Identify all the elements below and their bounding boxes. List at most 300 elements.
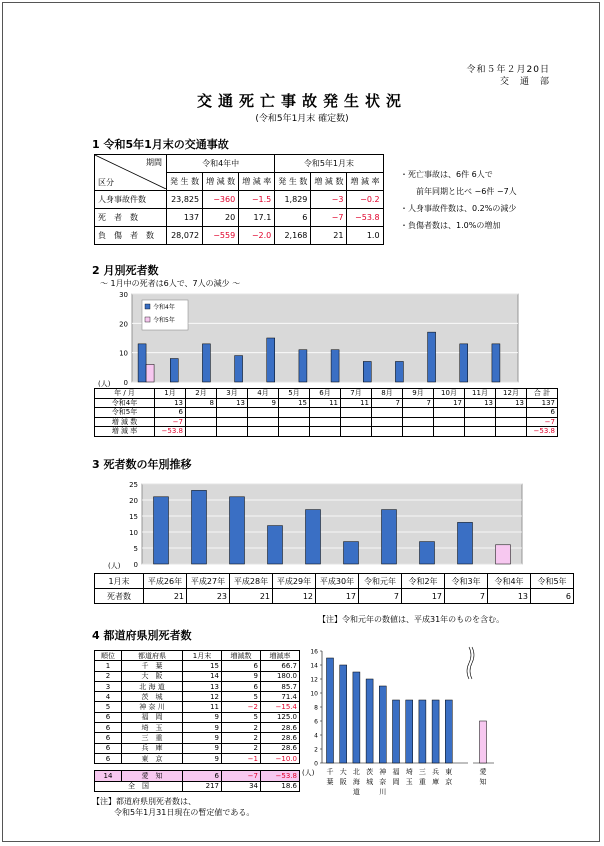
year-header: 令和3年 [445,574,488,589]
bar-year [496,545,511,564]
legend-swatch [145,304,150,309]
y-tick-label: 14 [310,662,318,670]
month-header: 11月 [465,389,496,399]
table-cell: 1.0 [347,227,383,245]
prefecture-table [94,650,300,792]
bar-r4 [235,356,243,382]
x-tick-label: 玉 [405,778,413,786]
table-cell [341,427,372,437]
table-cell: 福 岡 [122,712,183,722]
table-row [95,209,384,227]
table-cell: 6 [275,209,311,227]
month-header: 5月 [279,389,310,399]
sub-header: 増 減 数 [203,173,239,191]
table-row [95,427,558,437]
x-tick-label: 埼 [405,768,413,776]
x-tick-label: 愛 [479,768,487,776]
period-label: 期間 [146,158,162,167]
year-value: 6 [531,589,574,604]
table-cell: 1,829 [275,191,311,209]
table-cell: 13 [465,398,496,408]
table-cell: 兵 庫 [122,743,183,753]
bullet-3: ・人身事故件数は、0.2%の減少 [400,204,517,213]
year-value: 7 [445,589,488,604]
year-header: 平成28年 [230,574,273,589]
bar-year [420,542,435,564]
year-header: 令和元年 [359,574,402,589]
bar-prefecture [327,658,334,763]
bar-year [458,522,473,564]
table-cell: 大 阪 [122,671,183,681]
table-cell: −15.4 [261,702,300,712]
table-cell [186,427,217,437]
table-cell [279,427,310,437]
table-cell: 6 [527,408,558,418]
table-cell [217,427,248,437]
y-tick-label: 15 [129,513,138,521]
table-cell: 千 葉 [122,661,183,671]
monthly-chart [94,288,528,388]
bar-r4 [267,338,275,382]
table-cell: 137 [167,209,203,227]
year-value: 17 [316,589,359,604]
y-tick-label: 0 [133,561,138,569]
y-tick-label: 4 [314,732,318,740]
table-cell: 15 [183,661,222,671]
table-cell [310,408,341,418]
bar-prefecture [379,686,386,763]
x-tick-label: 神 [379,768,387,776]
table-cell: 埼 玉 [122,723,183,733]
table-cell: 神 奈 川 [122,702,183,712]
bar-r4 [460,344,468,382]
month-header: 1月 [155,389,186,399]
bar-prefecture [353,672,360,763]
month-header: 8月 [372,389,403,399]
table-cell [217,417,248,427]
table-row [95,671,300,681]
table-cell: 15 [279,398,310,408]
y-tick-label: 10 [310,690,318,698]
year-header: 平成27年 [187,574,230,589]
y-tick-label: 30 [119,291,128,299]
summary-table [94,154,384,245]
bar-r4 [331,350,339,382]
table-cell: 5 [95,702,122,712]
table-cell: −7 [222,771,261,781]
table-cell: −7 [311,209,347,227]
yearly-table [94,573,574,604]
monthly-table [94,388,558,437]
bar-r4 [299,350,307,382]
table-cell: 東 京 [122,753,183,763]
table-cell: 7 [372,398,403,408]
sub-header: 増 減 数 [311,173,347,191]
y-tick-label: 0 [123,379,128,387]
table-cell: 12 [183,692,222,702]
x-tick-label: 重 [418,778,426,786]
bar-year [230,497,245,564]
header-cell: 順位 [95,651,122,661]
table-cell [465,408,496,418]
bar-prefecture [393,700,400,763]
row-label: 人身事故件数 [95,191,167,209]
section4-note-2: 令和5年1月31日現在の暫定値である。 [114,808,255,817]
table-cell: 9 [183,712,222,722]
header-cell: 年 / 月 [95,389,155,399]
legend [142,300,188,330]
table-cell [279,417,310,427]
table-row [95,702,300,712]
x-tick-label: 道 [352,788,360,796]
table-cell: 2 [222,743,261,753]
table-cell: 21 [311,227,347,245]
year-value: 12 [273,589,316,604]
table-cell: 13 [496,398,527,408]
x-tick-label: 奈 [379,778,387,786]
table-row [95,712,300,722]
table-cell: 18.6 [261,781,300,791]
year-header: 平成30年 [316,574,359,589]
x-tick-label: 知 [479,778,487,786]
bar-r4 [202,344,210,382]
col-r4-header: 令和4年中 [167,155,275,173]
table-cell: −2 [222,702,261,712]
table-cell [248,408,279,418]
bullet-1: ・死亡事故は、6件 6人で [400,170,493,179]
section1-heading: 1 令和5年1月末の交通事故 [92,138,229,151]
table-cell: 180.0 [261,671,300,681]
table-cell [217,408,248,418]
section4-notes [92,796,254,818]
y-tick-label: 8 [314,704,318,712]
table-cell: 三 重 [122,733,183,743]
table-row [95,723,300,733]
table-row [95,417,558,427]
month-header: 合 計 [527,389,558,399]
table-cell: 11 [310,398,341,408]
header-cell: 都道府県 [122,651,183,661]
bar-r4 [170,359,178,382]
table-cell: 8 [186,398,217,408]
table-cell [310,417,341,427]
bar-prefecture [480,721,487,763]
table-cell: 11 [341,398,372,408]
table-cell: 5 [222,692,261,702]
unit-label: (人) [302,769,315,777]
bar-year [306,510,321,564]
month-header: 10月 [434,389,465,399]
bar-year [192,490,207,564]
bar-prefecture [340,665,347,763]
page-subtitle: (令和5年1月末 確定数) [255,114,349,124]
bar-prefecture [366,679,373,763]
table-cell: −2.0 [239,227,275,245]
bar-r4 [492,344,500,382]
x-tick-label: 茨 [366,768,374,776]
bar-prefecture [419,700,426,763]
table-cell [248,427,279,437]
table-cell: −559 [203,227,239,245]
year-header: 令和5年 [531,574,574,589]
table-cell: 2 [95,671,122,681]
table-cell: 6 [222,661,261,671]
table-cell: 71.4 [261,692,300,702]
x-tick-label: 岡 [392,778,400,786]
y-tick-label: 25 [129,481,138,489]
table-cell: 2 [222,733,261,743]
bar-year [382,510,397,564]
table-cell [434,427,465,437]
table-cell: 17 [434,398,465,408]
table-cell: −7 [155,417,186,427]
table-cell: −1.5 [239,191,275,209]
x-tick-label: 葉 [326,778,334,786]
sub-header: 増 減 率 [347,173,383,191]
report-date: 令和５年２月20日 [466,65,550,75]
table-row [95,191,384,209]
row-label: 令和4年 [95,398,155,408]
table-cell: 2 [222,723,261,733]
table-cell: 9 [183,733,222,743]
table-cell [372,427,403,437]
section4-note-1: 【注】都道府県別死者数は、 [92,797,196,806]
table-cell [341,417,372,427]
bar-r4 [363,361,371,382]
corner-cell [95,155,167,191]
table-cell: 7 [403,398,434,408]
table-cell: 1 [95,661,122,671]
month-header: 4月 [248,389,279,399]
month-header: 2月 [186,389,217,399]
table-row [95,398,558,408]
table-cell: 6 [155,408,186,418]
month-header: 3月 [217,389,248,399]
legend-label: 令和5年 [153,317,175,324]
row-label: 令和5年 [95,408,155,418]
break-row [95,764,300,771]
table-cell: 14 [95,771,122,781]
table-cell [372,417,403,427]
table-row [95,661,300,671]
table-row [95,743,300,753]
legend-label: 令和4年 [153,304,175,311]
section3-note: 【注】令和元年の数値は、平成31年のものを含む。 [318,615,505,624]
x-tick-label: 城 [366,778,374,786]
x-tick-label: 大 [339,768,347,776]
unit-label: (人) [108,562,121,570]
row-label: 増 減 数 [95,417,155,427]
table-cell [496,408,527,418]
axis-break-gap [468,760,473,766]
table-cell: 20 [203,209,239,227]
table-cell: −53.8 [155,427,186,437]
year-value: 17 [402,589,445,604]
table-cell: 6 [222,681,261,691]
table-cell [403,408,434,418]
table-cell: 6 [95,712,122,722]
table-row [95,681,300,691]
table-cell [465,417,496,427]
bar-year [154,497,169,564]
x-tick-label: 京 [445,778,453,786]
sub-header: 増 減 率 [239,173,275,191]
y-tick-label: 10 [129,529,138,537]
table-cell: 23,825 [167,191,203,209]
table-cell: 34 [222,781,261,791]
x-tick-label: 福 [392,768,400,776]
year-header: 平成26年 [144,574,187,589]
table-cell: 13 [183,681,222,691]
y-tick-label: 6 [314,718,318,726]
page-title: 交通死亡事故発生状況 [196,92,407,110]
table-cell [496,417,527,427]
y-tick-label: 12 [310,676,318,684]
section2-heading: 2 月別死者数 [92,264,159,277]
table-cell: 2,168 [275,227,311,245]
unit-label: (人) [98,380,111,388]
section3-heading: 3 死者数の年別推移 [92,458,192,471]
table-row [95,408,558,418]
year-value: 21 [230,589,273,604]
year-value: 7 [359,589,402,604]
month-header: 7月 [341,389,372,399]
x-tick-label: 千 [326,768,334,776]
table-cell: 28.6 [261,743,300,753]
col-r5-header: 令和5年1月末 [275,155,383,173]
table-cell: −360 [203,191,239,209]
y-tick-label: 20 [129,497,138,505]
table-cell: 85.7 [261,681,300,691]
table-cell [341,408,372,418]
table-cell: 9 [248,398,279,408]
section2-note: 〜 1月中の死者は6人で、7人の減少 〜 [100,279,241,288]
y-tick-label: 16 [310,648,318,656]
table-cell [279,408,310,418]
table-cell: −7 [527,417,558,427]
table-cell [496,427,527,437]
x-tick-label: 海 [352,778,360,786]
x-tick-label: 川 [379,788,387,796]
table-cell [310,427,341,437]
year-header: 令和4年 [488,574,531,589]
y-tick-label: 20 [119,320,128,329]
table-cell: 6 [183,771,222,781]
table-cell [403,427,434,437]
year-header: 令和2年 [402,574,445,589]
header-block [467,64,550,88]
table-cell: 4 [95,692,122,702]
table-row [95,753,300,763]
bar-r5 [146,364,154,382]
yearly-chart [94,478,528,572]
bar-r4 [428,332,436,382]
category-label: 区分 [98,178,114,187]
x-tick-label: 阪 [339,778,347,786]
table-cell: 13 [155,398,186,408]
y-tick-label: 2 [314,746,318,754]
header-cell: 増減率 [261,651,300,661]
legend-swatch [145,317,150,322]
section4-heading: 4 都道府県別死者数 [92,629,192,642]
summary-bullets [400,166,517,234]
table-cell: 茨 城 [122,692,183,702]
prefecture-chart [300,643,504,825]
bar-year [268,526,283,564]
table-cell: 9 [183,753,222,763]
table-cell: 17.1 [239,209,275,227]
row-label: 負 傷 者 数 [95,227,167,245]
x-tick-label: 兵 [432,768,440,776]
table-row [95,692,300,702]
bullet-4: ・負傷者数は、1.0%の増加 [400,221,501,230]
y-tick-label: 5 [133,545,138,553]
header-cell: 増減数 [222,651,261,661]
table-row [95,733,300,743]
sub-header: 発 生 数 [167,173,203,191]
month-header: 6月 [310,389,341,399]
table-cell: −10.0 [261,753,300,763]
table-cell: 137 [527,398,558,408]
table-cell: 14 [183,671,222,681]
total-row [95,781,300,791]
table-cell [465,427,496,437]
x-tick-label: 北 [352,768,360,776]
table-cell: 5 [222,712,261,722]
break-cell [95,764,300,771]
table-cell [403,417,434,427]
table-cell [434,417,465,427]
bar-prefecture [406,700,413,763]
bar-r4 [138,344,146,382]
year-header: 平成29年 [273,574,316,589]
table-cell: 6 [95,723,122,733]
table-cell: 125.0 [261,712,300,722]
table-cell: 217 [183,781,222,791]
x-tick-label: 三 [418,768,426,776]
bar-r4 [395,361,403,382]
bar-year [344,542,359,564]
row-label: 1月末 [95,574,144,589]
y-tick-label: 10 [119,349,128,358]
table-row [95,227,384,245]
table-cell: 全 国 [95,781,183,791]
table-cell: 66.7 [261,661,300,671]
table-cell: −53.8 [261,771,300,781]
report-dept: 交 通 部 [499,77,550,87]
table-cell [248,417,279,427]
sub-header: 発 生 数 [275,173,311,191]
table-cell: 9 [183,723,222,733]
table-cell: 3 [95,681,122,691]
header-cell: 1月末 [183,651,222,661]
table-cell: −53.8 [347,209,383,227]
table-cell: −53.8 [527,427,558,437]
month-header: 12月 [496,389,527,399]
table-cell: 6 [95,753,122,763]
table-cell: 6 [95,733,122,743]
table-cell: 28.6 [261,723,300,733]
table-cell [434,408,465,418]
row-label: 死者数 [95,589,144,604]
table-cell: 9 [222,671,261,681]
x-tick-label: 東 [445,768,453,776]
table-cell: 13 [217,398,248,408]
year-value: 21 [144,589,187,604]
bullet-2: 前年同期と比べ −6件 −7人 [416,187,517,196]
table-cell: −3 [311,191,347,209]
bar-prefecture [432,700,439,763]
